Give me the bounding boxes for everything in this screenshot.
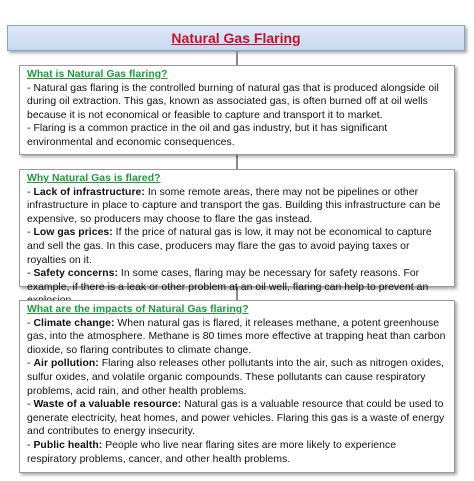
paragraph-text: People who live near flaring sites are more likely to experience respiratory problems, cancer, and other health problems. [27,439,397,465]
paragraph-text: Natural gas is a valuable resource that could be used to generate electricity, heat homes, and power vehicles. Flaring this gas is a waste of energy and contributes to energy insecurity. [27,399,445,438]
paragraph-text: In some remote areas, there may not be pipelines or other infrastructure in place to capture and transport the gas. Building this infrastructure can be expensive, so producers may choose to flare the gas instead. [27,186,441,225]
paragraph-text: Flaring is a common practice in the oil and gas industry, but it has significant environmental and economic consequences. [27,123,388,148]
paragraph-text: When natural gas is flared, it releases methane, a potent greenhouse gas, into the atmosphere. Methane is 80 times more effective at trapping heat than carbon dioxide, so flaring contributes to climate change. [27,317,446,356]
bullet-marker: - [27,82,34,94]
section-paragraph [27,357,448,398]
section-what-is-flaring [19,65,455,155]
section-paragraph [27,439,448,466]
term-label: Safety concerns: [33,268,118,280]
connector-section-1-to-section-2 [236,155,238,169]
bullet-marker: - [27,227,34,239]
term-label: Air pollution: [33,358,99,370]
section-impacts [19,300,455,473]
section-heading: Why Natural Gas is flared? [27,173,161,184]
bullet-marker: - [27,186,34,198]
paragraph-text: In some cases, flaring may be necessary for safety reasons. For example, if there is a leak or other problem at an oil well, flaring can help to prevent an [27,268,429,293]
bullet-marker: - [27,123,34,135]
section-heading: What are the impacts of Natural Gas flaring? [27,304,249,315]
section-paragraph [27,317,448,358]
paragraph-text: If the price of natural gas is low, it may not be economical to capture and sell the gas. In this case, producers may flare the gas to avoid paying taxes or royalties on it. [27,227,432,266]
section-paragraph [27,186,448,227]
term-label: Lack of infrastructure: [33,186,145,198]
term-label: Low gas prices: [33,227,113,239]
bullet-marker: - [27,358,34,370]
diagram-title: Natural Gas Flaring [171,30,301,46]
title-box [7,25,465,51]
bullet-marker: - [27,317,34,329]
section-paragraph [27,398,448,439]
paragraph-text: Natural gas flaring is the controlled burning of natural gas that is produced alongside oil during oil extraction. This gas, known as associated gas, is often burned off at oil wells because it is not economical or feasible to capture and transport it to market. [27,82,439,121]
connector-title-to-section-1 [236,51,238,65]
section-paragraph [27,226,448,267]
term-label: Waste of a valuable resource: [33,399,182,411]
section-paragraph [27,82,448,123]
paragraph-text: Flaring also releases other pollutants into the air, such as nitrogen oxides, sulfur oxides, and volatile organic compounds. These pollutants can cause respiratory problems, acid rain, and other health problems. [27,358,445,397]
term-label: Public health: [33,439,103,451]
bullet-marker: - [27,268,34,280]
section-heading: What is Natural Gas flaring? [27,69,168,80]
bullet-marker: - [27,439,34,451]
term-label: Climate change: [33,317,115,329]
section-paragraph [27,122,448,149]
section-why-flared [19,169,455,293]
bullet-marker: - [27,399,34,411]
